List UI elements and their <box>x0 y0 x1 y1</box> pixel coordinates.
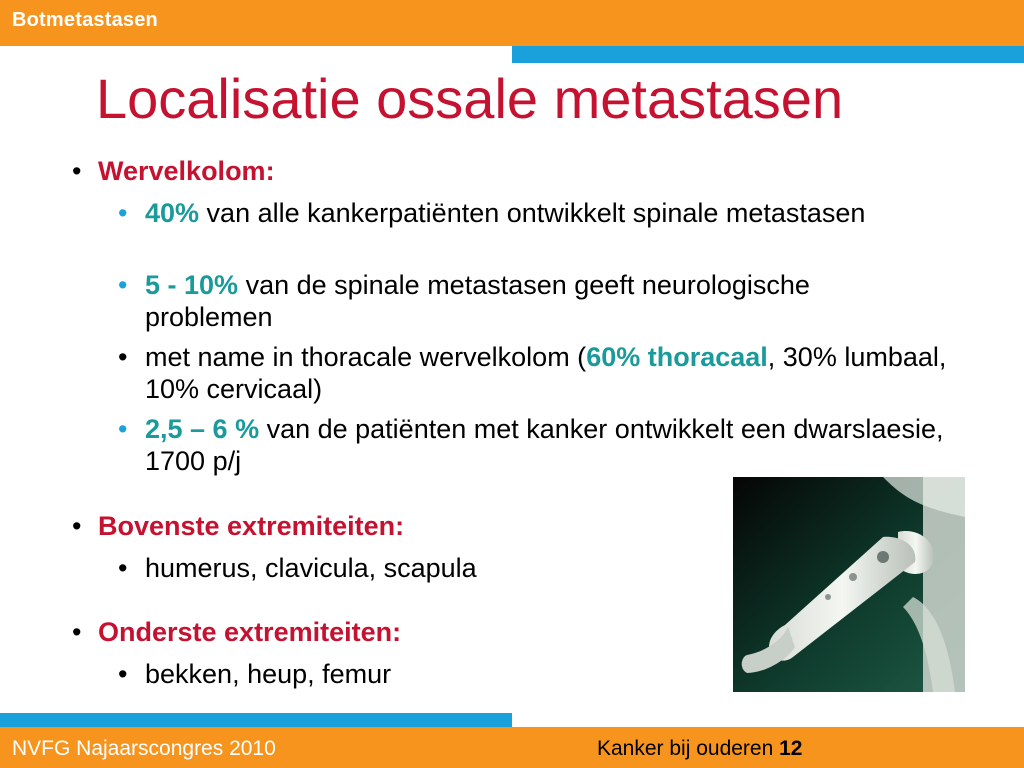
list-item: 5 - 10% van de spinale metastasen geeft neurologische problemen <box>145 270 810 332</box>
page-number: 12 <box>779 737 803 760</box>
bullet-icon: • <box>118 198 128 228</box>
section-label: Botmetastasen <box>12 9 158 31</box>
bullet-icon: • <box>72 511 82 541</box>
bullet-icon: • <box>118 270 128 300</box>
heading-onderste: Onderste extremiteiten: <box>98 617 402 647</box>
bullet-icon: • <box>118 553 128 583</box>
list-item: 2,5 – 6 % van de patiënten met kanker ontwikkelt een dwarslaesie, 1700 p/j <box>145 414 944 476</box>
top-accent-bar <box>512 46 1024 63</box>
bullet-icon: • <box>118 342 128 372</box>
heading-wervelkolom: Wervelkolom: <box>98 156 275 186</box>
bullet-icon: • <box>118 659 128 689</box>
footer-left-text: NVFG Najaarscongres 2010 <box>12 737 276 760</box>
list-item: 40% van alle kankerpatiënten ontwikkelt spinale metastasen <box>145 198 866 228</box>
bullet-icon: • <box>72 156 82 186</box>
bottom-accent-bar <box>0 713 512 727</box>
list-item: bekken, heup, femur <box>145 659 392 689</box>
bullet-icon: • <box>118 414 128 444</box>
slide-title: Localisatie ossale metastasen <box>96 67 844 130</box>
list-item: humerus, clavicula, scapula <box>145 553 477 583</box>
list-item: met name in thoracale wervelkolom (60% thoracaal, 30% lumbaal, 10% cervicaal) <box>145 342 947 404</box>
bullet-icon: • <box>72 617 82 647</box>
top-bar <box>0 0 1024 46</box>
xray-image <box>733 477 965 692</box>
heading-bovenste: Bovenste extremiteiten: <box>98 511 405 541</box>
footer-right-text: Kanker bij ouderen 12 <box>597 737 803 760</box>
